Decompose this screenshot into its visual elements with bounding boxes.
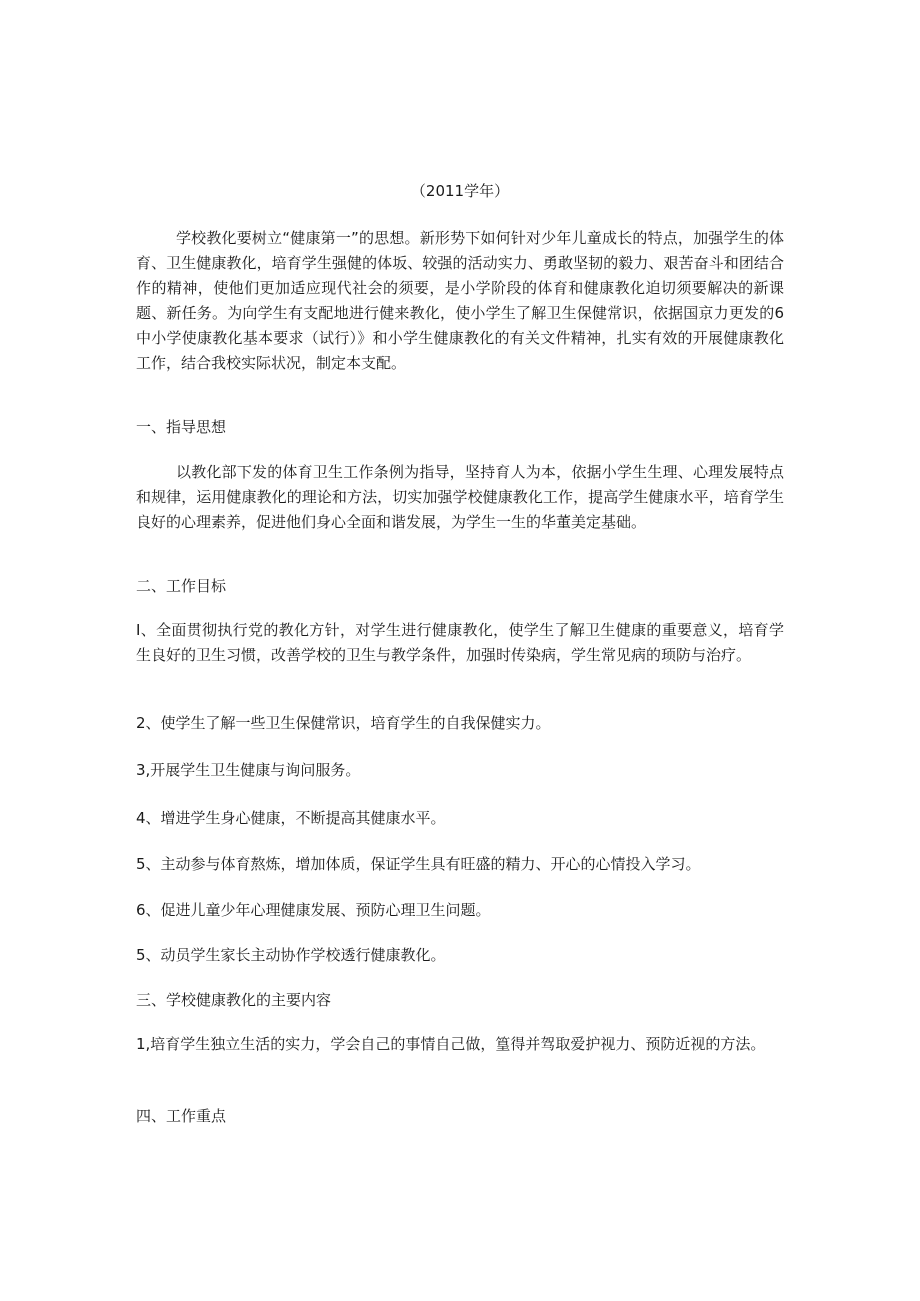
content-item: 1,培育学生独立生活的实力，学会自己的事情自己做，篁得并驾取爱护视力、预防近视的方法。 — [136, 1035, 766, 1053]
goal-item: 4、增进学生身心健康，不断提高其健康水平。 — [136, 809, 446, 827]
section-heading-guiding-thought: 一、指导思想 — [136, 418, 227, 436]
guiding-thought-paragraph: 以教化部下发的体育卫生工作条例为指导，坚持育人为本，依据小学生生理、心理发展特点和规律，运用健康教化的理论和方法，切实加强学校健康教化工作，提高学生健康水平，培育学生良好的心理素养，促进他们身心全面和谐发展，为学生一生的华董美定基础。 — [136, 463, 784, 531]
document-subtitle: （2011学年） — [410, 182, 510, 200]
section-heading-main-content: 三、学校健康教化的主要内容 — [136, 991, 332, 1009]
goal-item: 3,开展学生卫生健康与询问服务。 — [136, 761, 361, 779]
goal-item: 5、动员学生家长主动协作学校透行健康教化。 — [136, 946, 446, 964]
goal-item: 5、主动参与体育熬炼，增加体质，保证学生具有旺盛的精力、开心的心情投入学习。 — [136, 855, 701, 873]
section-heading-work-goals: 二、工作目标 — [136, 577, 227, 595]
section-heading-work-focus: 四、工作重点 — [136, 1107, 227, 1125]
goal-item: 6、促进儿童少年心理健康发展、预防心理卫生问题。 — [136, 901, 491, 919]
goal-item: I、全面贯彻执行党的教化方针，对学生进行健康教化，使学生了解卫生健康的重要意义，培育学生良好的卫生习惯，改善学校的卫生与教学条件，加强时传染病，学生常见病的顼防与治疗。 — [136, 621, 784, 664]
intro-paragraph: 学校教化要树立“健康第一”的思想。新形势下如何针对少年儿童成长的特点，加强学生的体育、卫生健康教化，培育学生强健的体坂、较强的活动实力、勇敢坚韧的毅力、艰苦奋斗和团结合作的精神，使他们更加适应现代社会的须要，是小学阶段的体育和健康教化迫切须要解决的新课题、新任务。为向学生有支配地进行健来教化，使小学生了解卫生保健常识，依据国京力更发的6中小学使康教化基本要求（试行）》和小学生健康教化的有关文件精神，扎实有效的开展健康教化工作，结合我校实际状况，制定本支配。 — [136, 229, 784, 372]
goal-item: 2、使学生了解一些卫生保健常识，培育学生的自我保健实力。 — [136, 714, 551, 732]
